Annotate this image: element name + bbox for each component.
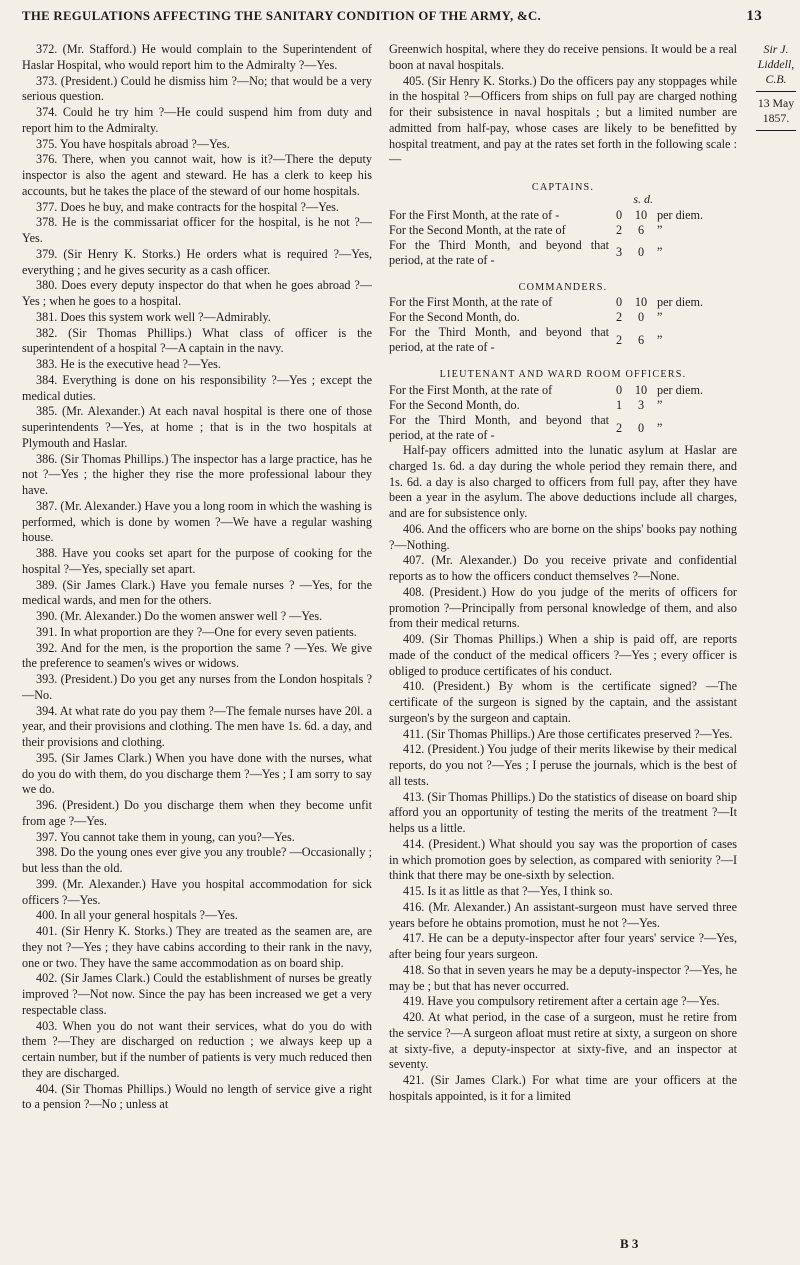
rate-row [389, 325, 737, 355]
rate-shillings: 2 [615, 332, 623, 347]
question-paragraph: 394. At what rate do you pay them ?—The female nurses have 20l. a year, and their provisions and clothing. The men have 1s. 6d. a day, and their provisions and clothing. [22, 703, 372, 749]
rate-unit: ” [657, 310, 663, 325]
rate-unit: per diem. [657, 207, 704, 222]
right-column [389, 42, 737, 1105]
rate-label: For the First Month, at the rate of [389, 295, 553, 310]
left-column [22, 42, 372, 1113]
question-paragraph: 385. (Mr. Alexander.) At each naval hospital is there one of those superintendents ?—Yes, at home ; that is in the two hospitals at Plymouth and Haslar. [22, 404, 372, 450]
question-paragraph: 416. (Mr. Alexander.) An assistant-surgeon must have served three years before he obtains promotion, must he not ?—Yes. [389, 899, 737, 930]
question-paragraph: 387. (Mr. Alexander.) Have you a long room in which the washing is performed, which is done by women ?—We have a regular washing house. [22, 498, 372, 545]
rate-row [389, 383, 737, 398]
rate-unit: ” [657, 420, 663, 435]
question-paragraph: 395. (Sir James Clark.) When you have done with the nurses, what do you do with them, do you discharge them ?—Yes ; I am sorry to say we do. [22, 750, 372, 797]
question-paragraph: 412. (President.) You judge of their merits likewise by their medical reports, do you not ?—Yes ; I peruse the journals, which is the best of all tests. [389, 742, 737, 788]
rate-unit: ” [657, 398, 663, 412]
question-paragraph: 381. Does this system work well ?—Admirably. [36, 309, 271, 324]
question-paragraph: 420. At what period, in the case of a surgeon, must he retire from the service ?—A surgeon afloat must retire at sixty, a surgeon on shore at sixty-five, a deputy-inspector at sixty-five, and an inspector at seventy. [389, 1010, 737, 1072]
rate-label: For the Third Month, and beyond that period, at the rate of - [389, 413, 609, 442]
rate-label: For the Second Month, at the rate of [389, 222, 566, 237]
question-paragraph: 373. (President.) Could he dismiss him ?—No; that would be a very serious question. [22, 73, 372, 104]
question-paragraph: 389. (Sir James Clark.) Have you female nurses ? —Yes, for the medical wards, and men for the others. [22, 577, 372, 608]
question-405: 405. (Sir Henry K. Storks.) Do the officers pay any stoppages while in the hospital ?—Officers from ships on full pay are charged nothing for their subsistence in naval hospitals ; but a limited number are admitted from half-pay, whose cases are likely to be benefitted by hospital treatment, and pay at the rates set forth in the following scale :— [389, 73, 737, 167]
question-paragraph: 401. (Sir Henry K. Storks.) They are treated as the seamen are, are they not ?—Yes ; they have cabins according to their rank in the navy, one or two. They have the same accommodation as on board ship. [22, 924, 372, 970]
sidenote-rule [756, 130, 796, 131]
question-paragraph: 375. You have hospitals abroad ?—Yes. [36, 136, 230, 151]
question-paragraph: 413. (Sir Thomas Phillips.) Do the statistics of disease on board ship afford you an opportunity of testing the merits of the treatment ?—It helps us a little. [389, 789, 737, 835]
question-paragraph: 421. (Sir James Clark.) For what time are your officers at the hospitals appointed, is it for a limited [389, 1073, 737, 1103]
rate-pence: 6 [637, 332, 645, 347]
question-paragraph: 408. (President.) How do you judge of the merits of officers for promotion ?—Principally from personal knowledge of them, and also from their medical returns. [389, 584, 737, 631]
sidenote-rule [756, 91, 796, 92]
running-header [22, 8, 762, 25]
rate-pence: 10 [634, 207, 648, 222]
rate-shillings: 1 [615, 398, 623, 412]
rate-label: For the Third Month, and beyond that period, at the rate of - [389, 237, 609, 267]
rate-shillings: 2 [615, 222, 623, 237]
question-paragraph: 402. (Sir James Clark.) Could the establishment of nurses be greatly improved ?—Not now. Since the pay has been increased we get a very respectable class. [22, 971, 372, 1017]
scale-group-heading: CAPTAINS. [531, 182, 595, 193]
question-paragraph: 411. (Sir Thomas Phillips.) Are those certificates preserved ?—Yes. [403, 726, 733, 741]
rate-table [389, 208, 737, 268]
continued-paragraph: Greenwich hospital, where they do receive pensions. It would be a real boon at naval hospitals. [389, 42, 737, 72]
rate-label: For the Third Month, and beyond that period, at the rate of - [389, 325, 609, 355]
question-paragraph: 410. (President.) By whom is the certificate signed? —The certificate of the surgeon is signed by the captain, and the assistant surgeon's by the surgeon and captain. [389, 679, 737, 725]
rate-table [389, 383, 737, 443]
question-paragraph: 419. Have you compulsory retirement after a certain age ?—Yes. [403, 994, 720, 1009]
rate-pence: 3 [637, 398, 645, 412]
rate-pence: 0 [637, 420, 645, 435]
question-paragraph: 377. Does he buy, and make contracts for the hospital ?—Yes. [36, 199, 339, 214]
question-paragraph: 406. And the officers who are borne on the ships' books pay nothing ?—Nothing. [389, 521, 737, 552]
question-paragraph: 409. (Sir Thomas Phillips.) When a ship is paid off, are reports made of the conduct of the medical officers ?—Yes ; every officer is obliged to produce certificates of his conduct. [389, 632, 737, 678]
rate-unit: ” [657, 245, 663, 259]
signature-mark: B 3 [620, 1236, 639, 1251]
rate-shillings: 0 [615, 207, 623, 222]
rate-label: For the First Month, at the rate of - [389, 207, 560, 222]
rate-table [389, 295, 737, 355]
question-paragraph: 383. He is the executive head ?—Yes. [36, 357, 221, 371]
question-paragraph: 393. (President.) Do you get any nurses from the London hospitals ?—No. [22, 672, 372, 702]
running-title: THE REGULATIONS AFFECTING THE SANITARY CONDITION OF THE ARMY, &C. [22, 9, 542, 23]
question-paragraph: 399. (Mr. Alexander.) Have you hospital accommodation for sick officers ?—Yes. [22, 876, 372, 907]
rate-shillings: 2 [615, 310, 623, 325]
question-paragraph: 379. (Sir Henry K. Storks.) He orders what is required ?—Yes, everything ; and he gives security as a cash officer. [22, 246, 372, 277]
question-paragraph: 398. Do the young ones ever give you any trouble? —Occasionally ; but less than the old. [22, 845, 372, 875]
question-paragraph: 382. (Sir Thomas Phillips.) What class of officer is the superintendent of a hospital ?—A captain in the navy. [22, 325, 372, 356]
sidenote [752, 42, 800, 135]
question-paragraph: 414. (President.) What should you say was the proportion of cases in which promotion goes by selection, as compared with seniority ?—I think that there may be one-sixth by selection. [389, 836, 737, 883]
question-paragraph: 396. (President.) Do you discharge them when they become unfit from age ?—Yes. [22, 798, 372, 828]
rate-pence: 0 [637, 310, 645, 325]
question-paragraph: 417. He can be a deputy-inspector after four years' service ?—Yes, after being four years surgeon. [389, 931, 737, 961]
question-paragraph: 376. There, when you cannot wait, how is it?—There the deputy inspector is also the agent and steward. He has a clerk to keep his accounts, but he takes the place of the steward of our home hospitals. [22, 152, 372, 198]
question-paragraph: 386. (Sir Thomas Phillips.) The inspector has a large practice, has he not ?—Yes ; the higher they rise the more professional labour they have. [22, 451, 372, 497]
rate-row [389, 398, 737, 413]
rate-pence: 10 [634, 295, 648, 310]
rate-row [389, 208, 737, 223]
rate-pence: 6 [637, 222, 645, 237]
rate-unit: per diem. [657, 295, 704, 310]
question-paragraph: 404. (Sir Thomas Phillips.) Would no length of service give a right to a pension ?—No ; unless at [22, 1081, 372, 1112]
question-paragraph: 372. (Mr. Stafford.) He would complain to the Superintendent of Haslar Hospital, who would report him to the Admiralty ?—Yes. [22, 42, 372, 72]
question-paragraph: 378. He is the commissariat officer for the hospital, is he not ?—Yes. [22, 215, 372, 245]
rate-label: For the Second Month, do. [389, 310, 520, 325]
scale-group-heading: COMMANDERS. [518, 281, 608, 293]
question-paragraph: 418. So that in seven years he may be a deputy-inspector ?—Yes, he may be ; but that has never occurred. [389, 962, 737, 993]
question-paragraph: 390. (Mr. Alexander.) Do the women answer well ? —Yes. [36, 609, 323, 623]
rate-row [389, 310, 737, 325]
rate-row [389, 223, 737, 238]
question-paragraph: 380. Does every deputy inspector do that when he goes abroad ?—Yes ; when he goes to a hospital. [22, 278, 372, 308]
rate-row [389, 238, 737, 268]
question-paragraph: 397. You cannot take them in young, can you?—Yes. [36, 829, 295, 844]
sidenote-date: 13 May 1857. [757, 96, 795, 125]
shillings-pence-header: s. d. [633, 191, 653, 206]
rate-shillings: 0 [615, 383, 623, 397]
question-paragraph: 388. Have you cooks set apart for the purpose of cooking for the hospital ?—Yes, specially set apart. [22, 546, 372, 576]
rate-label: For the Second Month, do. [389, 398, 520, 412]
question-paragraph: 403. When you do not want their services, what do you do with them ?—They are discharged on reduction ; we always keep up a certain number, but if the number of patients is very much reduced then they are discharged. [22, 1018, 372, 1080]
rate-unit: ” [657, 332, 663, 347]
pay-scale [389, 180, 737, 443]
question-paragraph: 391. In what proportion are they ?—One for every seven patients. [36, 624, 357, 639]
question-paragraph: 415. Is it as little as that ?—Yes, I think so. [403, 884, 613, 898]
scale-group-heading: LIEUTENANT AND WARD ROOM OFFICERS. [439, 369, 687, 381]
rate-shillings: 0 [615, 295, 623, 310]
question-paragraph: 407. (Mr. Alexander.) Do you receive private and confidential reports as to how the officers conduct themselves ?—None. [389, 553, 737, 583]
question-paragraph: 400. In all your general hospitals ?—Yes. [36, 908, 238, 923]
rate-shillings: 3 [615, 245, 623, 259]
right-column-paragraphs [389, 443, 737, 1105]
rate-pence: 10 [634, 383, 648, 397]
rate-pence: 0 [637, 245, 645, 259]
page-number: 13 [746, 8, 762, 24]
rate-row [389, 295, 737, 310]
question-paragraph: 384. Everything is done on his responsibility ?—Yes ; except the medical duties. [22, 372, 372, 403]
rate-unit: per diem. [657, 383, 704, 397]
question-paragraph: Half-pay officers admitted into the lunatic asylum at Haslar are charged 1s. 6d. a day during the whole period they remain there, and 1s. 6d. a day is also charged to officers from full pay, after they have been a year in the asylum. The above deductions include all charges, and are for subsistence only. [389, 443, 737, 520]
question-paragraph: 374. Could he try him ?—He could suspend him from duty and report him to the Admiralty. [22, 105, 372, 135]
sidenote-name: Sir J. Liddell, C.B. [757, 42, 795, 86]
rate-row [389, 413, 737, 443]
rate-shillings: 2 [615, 420, 623, 435]
question-paragraph: 392. And for the men, is the proportion the same ? —Yes. We give the preference to seamen's wives or widows. [22, 640, 372, 671]
rate-unit: ” [657, 222, 663, 237]
rate-label: For the First Month, at the rate of [389, 383, 553, 397]
